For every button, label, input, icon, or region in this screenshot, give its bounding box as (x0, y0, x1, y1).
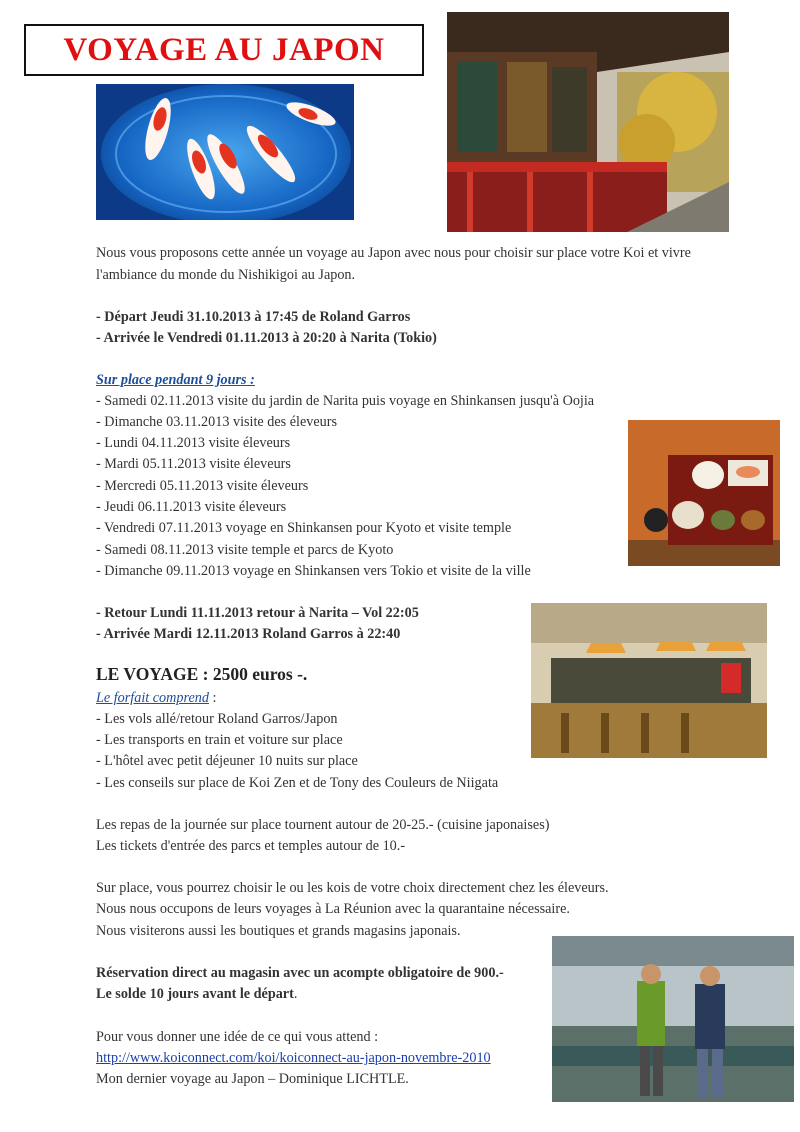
cost-line: Les repas de la journée sur place tournent autour de 20-25.- (cuisine japonaises) (96, 817, 550, 833)
signature: Mon dernier voyage au Japon – Dominique LICHTLE. (96, 1071, 409, 1087)
package-item: - Les transports en train et voiture sur place (96, 732, 343, 748)
price-heading: LE VOYAGE : 2500 euros -. (96, 664, 308, 684)
itinerary-item: - Mercredi 05.11.2013 visite éleveurs (96, 478, 309, 494)
page-title: VOYAGE AU JAPON (63, 31, 385, 68)
itinerary-item: - Dimanche 03.11.2013 visite des éleveurs (96, 414, 337, 430)
package-heading (96, 688, 216, 709)
itinerary-item: - Mardi 05.11.2013 visite éleveurs (96, 456, 291, 472)
cost-line: Les tickets d'entrée des parcs et temples autour de 10.- (96, 838, 406, 854)
itinerary-item: - Samedi 02.11.2013 visite du jardin de Narita puis voyage en Shinkansen jusqu'à Oojia (96, 393, 595, 409)
balance-text: Le solde 10 jours avant le départ (96, 986, 294, 1002)
closing-intro: Pour vous donner une idée de ce qui vous attend : (96, 1029, 379, 1045)
package-heading-colon: : (208, 690, 217, 706)
balance-line (96, 984, 297, 1005)
itinerary-item: - Lundi 04.11.2013 visite éleveurs (96, 435, 291, 451)
itinerary-item: - Samedi 08.11.2013 visite temple et parcs de Kyoto (96, 542, 394, 558)
package-item: - Les vols allé/retour Roland Garros/Japon (96, 711, 338, 727)
itinerary-item: - Dimanche 09.11.2013 voyage en Shinkansen vers Tokio et visite de la ville (96, 563, 531, 579)
package-item: - Les conseils sur place de Koi Zen et de Tony des Couleurs de Niigata (96, 775, 499, 791)
page-title-box (24, 24, 424, 76)
package-heading-label: Le forfait comprend (96, 690, 209, 706)
info-line: Nous visiterons aussi les boutiques et grands magasins japonais. (96, 923, 461, 939)
koiconnect-link[interactable]: http://www.koiconnect.com/koi/koiconnect-au-japon-novembre-2010 (96, 1050, 491, 1066)
intro-line-2: l'ambiance du monde du Nishikigoi au Japon. (96, 267, 356, 283)
reservation-line: Réservation direct au magasin avec un acompte obligatoire de 900.- (96, 965, 504, 981)
arrival-line: - Arrivée le Vendredi 01.11.2013 à 20:20 à Narita (Tokio) (96, 330, 437, 346)
koi-photo (96, 84, 354, 220)
info-line: Nous nous occupons de leurs voyages à La Réunion avec la quarantaine nécessaire. (96, 901, 570, 917)
restaurant-photo (531, 603, 767, 758)
return-arrival-line: - Arrivée Mardi 12.11.2013 Roland Garros à 22:40 (96, 626, 401, 642)
itinerary-item: - Vendredi 07.11.2013 voyage en Shinkansen pour Kyoto et visite temple (96, 520, 512, 536)
package-item: - L'hôtel avec petit déjeuner 10 nuits sur place (96, 753, 358, 769)
temple-photo (447, 12, 729, 232)
onsite-heading: Sur place pendant 9 jours : (96, 372, 255, 388)
info-line: Sur place, vous pourrez choisir le ou les kois de votre choix directement chez les éleveurs. (96, 880, 609, 896)
balance-period: . (293, 986, 298, 1002)
intro-line-1: Nous vous proposons cette année un voyage au Japon avec nous pour choisir sur place votre Koi et vivre (96, 245, 691, 261)
meal-photo (628, 420, 780, 566)
departure-line: - Départ Jeudi 31.10.2013 à 17:45 de Roland Garros (96, 309, 411, 325)
itinerary-item: - Jeudi 06.11.2013 visite éleveurs (96, 499, 287, 515)
koi-farm-photo (552, 936, 794, 1102)
return-line: - Retour Lundi 11.11.2013 retour à Narita – Vol 22:05 (96, 605, 419, 621)
